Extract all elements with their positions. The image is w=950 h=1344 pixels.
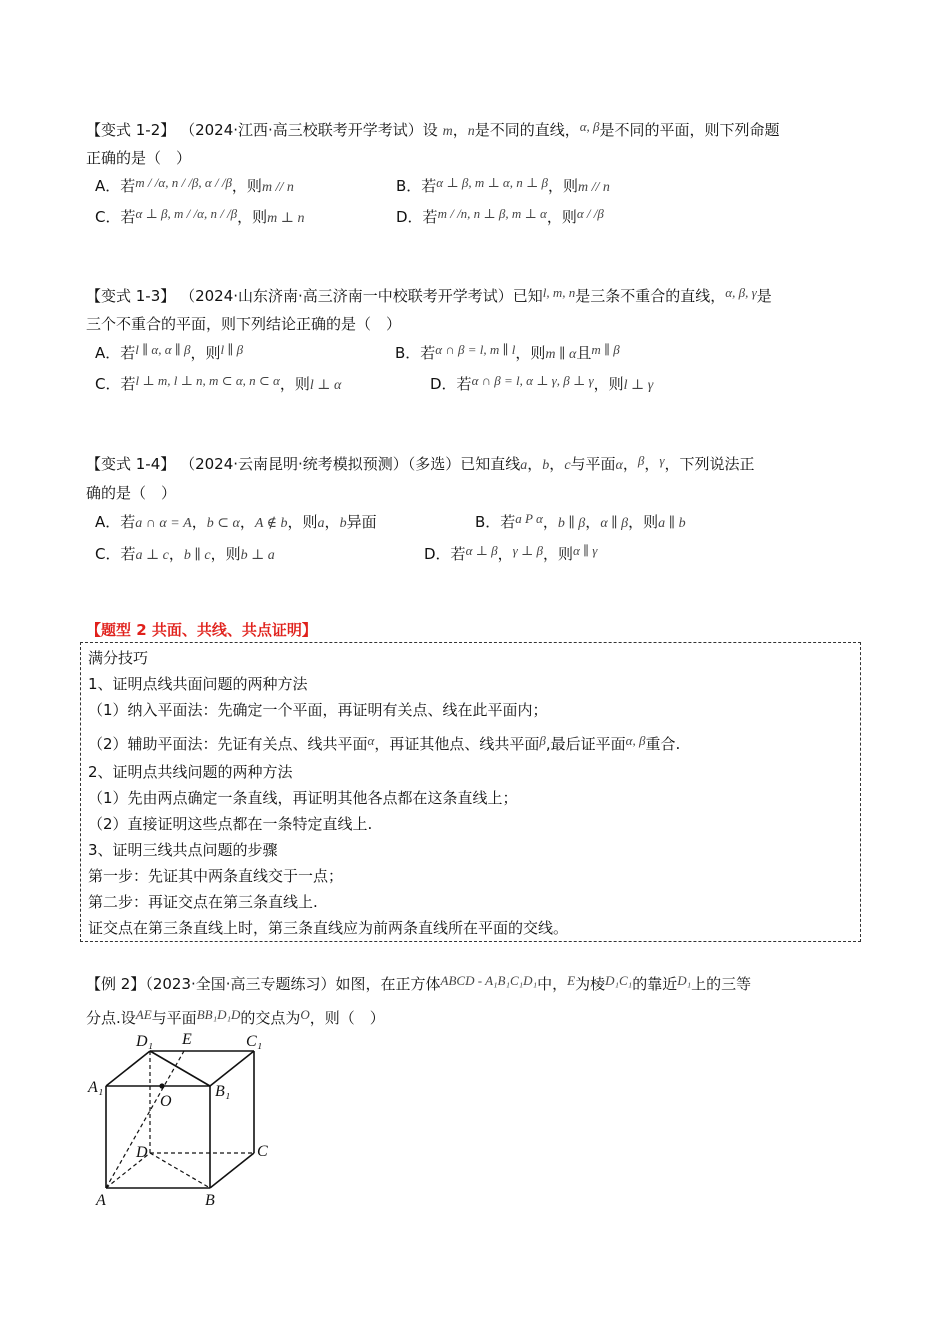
q12-line2: 正确的是（ ） [86,149,192,167]
line-ae [106,1051,184,1188]
q14-option-d[interactable]: D．若α ⊥ β，γ ⊥ β，则α ∥ γ [424,543,598,563]
label-o: O [160,1093,172,1110]
tips-title: 满分技巧 [88,649,149,667]
label-d1: D₁ [136,1033,154,1050]
tips-h3-2: 第二步：再证交点在第三条直线上. [88,893,318,911]
edge-a1d1 [106,1051,150,1086]
label-c1: C₁ [246,1033,263,1050]
q12-option-c[interactable]: C．若α ⊥ β, m / /α, n / /β，则m ⊥ n [95,206,305,226]
tips-h2: 2、证明点共线问题的两种方法 [88,763,293,781]
tips-h2-2: （2）直接证明这些点都在一条特定直线上. [88,815,373,833]
tips-h1: 1、证明点线共面问题的两种方法 [88,675,308,693]
ex2-line2: 分点.设AE与平面BB₁D₁D的交点为O，则（ ） [86,1007,385,1027]
q12-option-a[interactable]: A．若m / /α, n / /β, α / /β，则m // n [95,175,294,195]
label-a: A [96,1192,106,1209]
cube-figure [84,1028,284,1213]
point-o [159,1083,164,1088]
q13-option-a[interactable]: A．若l ∥ α, α ∥ β，则l ∥ β [95,342,244,362]
tips-h3-3: 证交点在第三条直线上时，第三条直线应为前两条直线所在平面的交线。 [88,919,569,937]
q13-option-d[interactable]: D．若α ∩ β = l, α ⊥ γ, β ⊥ γ，则l ⊥ γ [430,373,654,393]
label-b: B [205,1192,215,1209]
q14-option-a[interactable]: A．若a ∩ α = A，b ⊂ α，A ∉ b，则a，b异面 [95,513,377,531]
label-e: E [182,1031,192,1048]
q14-tag: 【变式 1-4】 [86,455,176,473]
label-a1: A₁ [88,1079,104,1096]
q14-line2: 确的是（ ） [86,484,177,502]
ex2-header: 【例 2】（2023·全国·高三专题练习）如图，在正方体ABCD - A₁B₁C₁D₁中，E为棱D₁C₁的靠近D₁上的三等 [86,973,752,993]
tips-h3-1: 第一步：先证其中两条直线交于一点； [88,867,344,885]
q12-option-d[interactable]: D．若m / /n, n ⊥ β, m ⊥ α，则α / /β [396,206,604,226]
q14-option-b[interactable]: B．若a P α，b ∥ β，α ∥ β，则a ∥ b [475,511,686,531]
q14-option-c[interactable]: C．若a ⊥ c，b ∥ c，则b ⊥ a [95,545,275,563]
diag-d1b1 [150,1051,210,1086]
q12-option-b[interactable]: B．若α ⊥ β, m ⊥ α, n ⊥ β，则m // n [396,175,610,195]
label-b1: B₁ [215,1083,231,1100]
edge-bc [210,1153,254,1188]
q13-line2: 三个不重合的平面，则下列结论正确的是（ ） [86,315,402,333]
q13-tag: 【变式 1-3】 [86,287,176,305]
q13-option-c[interactable]: C．若l ⊥ m, l ⊥ n, m ⊂ α, n ⊂ α，则l ⊥ α [95,373,342,393]
edge-b1c1 [210,1051,254,1086]
diag-db [150,1153,210,1188]
q12-header: 【变式 1-2】 （2024·江西·高三校联考开学考试）设 m，n是不同的直线，α, β是不同的平面，则下列命题 [86,119,780,139]
label-c: C [257,1143,268,1160]
tips-h3: 3、证明三线共点问题的步骤 [88,841,278,859]
ex2-tag: 【例 2】 [86,975,146,993]
tips-h2-1: （1）先由两点确定一条直线，再证明其他各点都在这条直线上； [88,789,518,807]
tips-h1-2: （2）辅助平面法：先证有关点、线共平面α，再证其他点、线共平面β,最后证平面α, β重合. [88,733,681,753]
q13-option-b[interactable]: B．若α ∩ β = l, m ∥ l，则m ∥ α且m ∥ β [395,342,620,362]
label-d: D [136,1144,148,1161]
q14-header: 【变式 1-4】 （2024·云南昆明·统考模拟预测）（多选）已知直线a，b，c与平面α，β，γ，下列说法正 [86,453,755,473]
q13-header: 【变式 1-3】 （2024·山东济南·高三济南一中校联考开学考试）已知l, m, n是三条不重合的直线，α, β, γ是 [86,285,772,305]
section2-title: 【题型 2 共面、共线、共点证明】 [86,621,317,639]
tips-h1-1: （1）纳入平面法：先确定一个平面，再证明有关点、线在此平面内； [88,701,548,719]
q12-tag: 【变式 1-2】 [86,121,176,139]
